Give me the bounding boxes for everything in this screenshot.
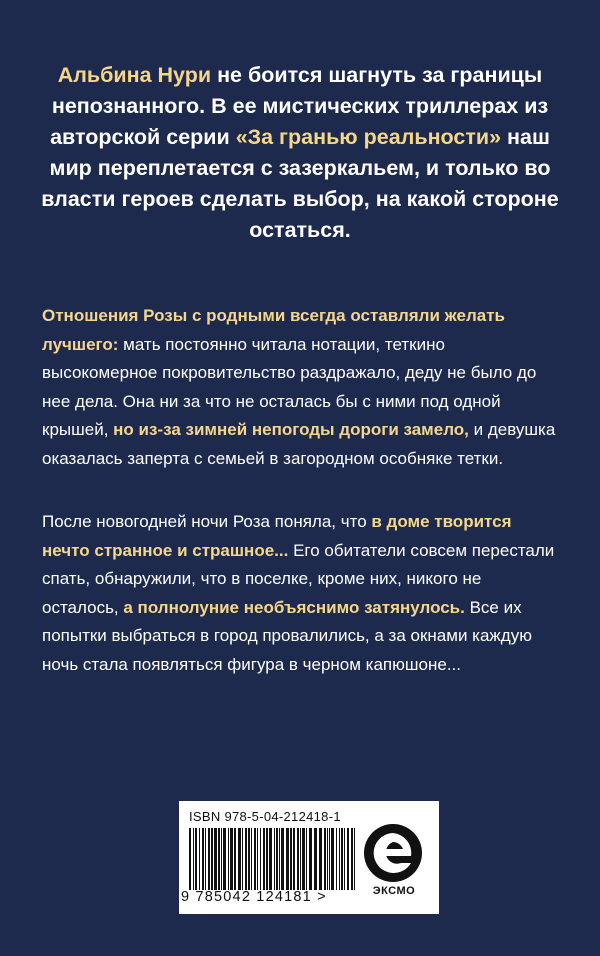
intro-text-1: не боится шагнуть за границы непознанного. В ее мистических триллерах из авторской серии: [50, 63, 549, 149]
barcode-bar: [221, 828, 222, 890]
publisher-name: ЭКСМО: [372, 885, 416, 897]
barcode-bar: [199, 828, 200, 890]
barcode-bar: [257, 828, 258, 890]
barcode-bar: [189, 828, 191, 890]
p1-text-2: и девушка оказалась заперта с семьей в загородном особняке тетки.: [42, 420, 556, 468]
barcode-panel: [179, 801, 439, 914]
barcode-bar: [354, 828, 355, 890]
series-name: «За гранью реальности»: [235, 125, 502, 149]
barcode-bar: [223, 828, 226, 890]
barcode-bar: [202, 828, 204, 890]
barcode-bar: [269, 828, 272, 890]
barcode-bar: [260, 828, 261, 890]
barcode-bar: [336, 828, 337, 890]
barcode-bar: [208, 828, 210, 890]
barcode-bar: [254, 828, 256, 890]
barcode-bar: [251, 828, 252, 890]
highlight-strange: в доме творится нечто странное и страшное...: [42, 512, 512, 560]
intro-text-2: наш мир переплетается с зазеркальем, и только во власти героев сделать выбор, на какой стороне остаться.: [41, 125, 559, 242]
barcode-bar: [327, 828, 328, 890]
barcode-bar: [245, 828, 247, 890]
barcode-digits: 9 785042 124181 >: [181, 889, 327, 905]
barcode-bar: [300, 828, 301, 890]
barcode-bar: [339, 828, 340, 890]
barcode-bar: [276, 828, 278, 890]
barcode-bar: [297, 828, 299, 890]
barcode-bar: [214, 828, 217, 890]
eksmo-logo-icon: [363, 823, 423, 883]
barcode-bar: [228, 828, 229, 890]
synopsis-paragraph-1: [42, 302, 562, 473]
barcode-bar: [341, 828, 343, 890]
highlight-moon: а полнолуние необъяснимо затянулось.: [123, 597, 465, 617]
p1-text-1: мать постоянно читала нотации, теткино высокомерное покровительство раздражало, деду не было до нее дела. Она ни за что не осталась бы с ними под одной крышей,: [42, 334, 537, 439]
isbn-label: ISBN 978-5-04-212418-1: [189, 809, 341, 824]
p2-text-3: Все их попытки выбраться в город провалились, а за окнами каждую ночь стала появляться фигура в черном капюшоне...: [42, 597, 532, 674]
highlight-relations: Отношения Розы с родными всегда оставляли желать лучшего:: [42, 306, 505, 354]
barcode-bar: [234, 828, 236, 890]
p2-text-2: Его обитатели совсем перестали спать, обнаружили, что в поселке, кроме них, никого не осталось,: [42, 540, 555, 617]
barcode-bar: [242, 828, 243, 890]
p2-text-1: После новогодней ночи Роза поняла, что: [42, 512, 372, 531]
barcode-bar: [274, 828, 275, 890]
barcode-bar: [331, 828, 334, 890]
barcode-bar: [302, 828, 305, 890]
barcode-bar: [263, 828, 265, 890]
highlight-snow: но из-за зимней непогоды дороги замело,: [113, 420, 469, 439]
barcode-bar: [324, 828, 326, 890]
barcode-bar: [344, 828, 345, 890]
barcode-bar: [238, 828, 241, 890]
barcode-bar: [211, 828, 213, 890]
barcode-bar: [319, 828, 322, 890]
barcode-bar: [279, 828, 280, 890]
barcode-bar: [286, 828, 289, 890]
synopsis-paragraph-2: [42, 508, 562, 679]
barcode-bar: [314, 828, 317, 890]
barcode-bar: [351, 828, 353, 890]
barcode-bar: [309, 828, 312, 890]
barcode-bar: [266, 828, 268, 890]
barcode-bars: [189, 828, 357, 890]
barcode-bar: [218, 828, 220, 890]
barcode-bar: [293, 828, 295, 890]
barcode-bar: [230, 828, 233, 890]
barcode-bar: [195, 828, 197, 890]
barcode-bar: [193, 828, 194, 890]
barcode-bar: [306, 828, 307, 890]
barcode-bar: [248, 828, 250, 890]
barcode-bar: [329, 828, 330, 890]
barcode-bar: [205, 828, 206, 890]
barcode-bar: [347, 828, 349, 890]
author-name: Альбина Нури: [57, 63, 212, 87]
intro-blurb: [40, 60, 560, 246]
barcode-bar: [290, 828, 292, 890]
barcode-bar: [281, 828, 284, 890]
